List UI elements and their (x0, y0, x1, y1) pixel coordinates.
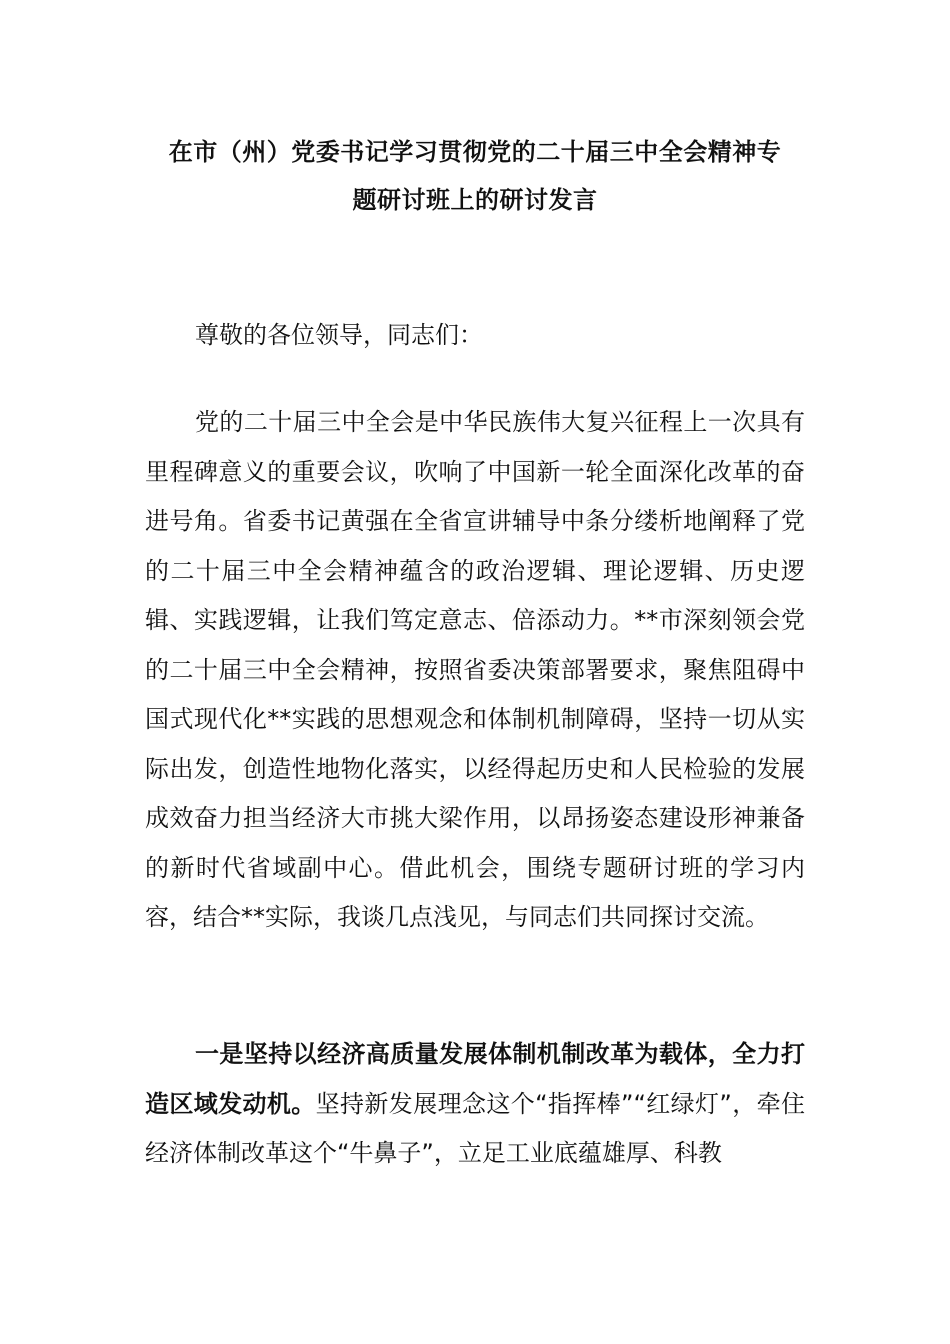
paragraph-intro: 党的二十届三中全会是中华民族伟大复兴征程上一次具有里程碑意义的重要会议，吹响了中国新一轮全面深化改革的奋进号角。省委书记黄强在全省宣讲辅导中条分缕析地阐释了党的二十届三中全会精神蕴含的政治逻辑、理论逻辑、历史逻辑、实践逻辑，让我们笃定意志、倍添动力。**市深刻领会党的二十届三中全会精神，按照省委决策部署要求，聚焦阻碍中国式现代化**实践的思想观念和体制机制障碍，坚持一切从实际出发，创造性地物化落实，以经得起历史和人民检验的发展成效奋力担当经济大市挑大梁作用，以昂扬姿态建设形神兼备的新时代省域副中心。借此机会，围绕专题研讨班的学习内容，结合**实际，我谈几点浅见，与同志们共同探讨交流。 (145, 408, 805, 931)
document-title (150, 128, 800, 224)
title-line-2: 题研讨班上的研讨发言 (352, 186, 598, 214)
greeting: 尊敬的各位领导，同志们： (195, 321, 483, 349)
point-one-text: 坚持新发展理念这个“指挥棒”“红绿灯”，牵住经济体制改革这个“牛鼻子”，立足工业底蕴雄厚、科教 (145, 1089, 806, 1167)
point-one-heading: 一是坚持以经济高质量发展体制机制改革为载体，全力打造区域发动机。 (145, 1040, 805, 1118)
paragraph-point-one (145, 1030, 805, 1179)
title-line-1: 在市（州）党委书记学习贯彻党的二十届三中全会精神专 (168, 138, 782, 166)
